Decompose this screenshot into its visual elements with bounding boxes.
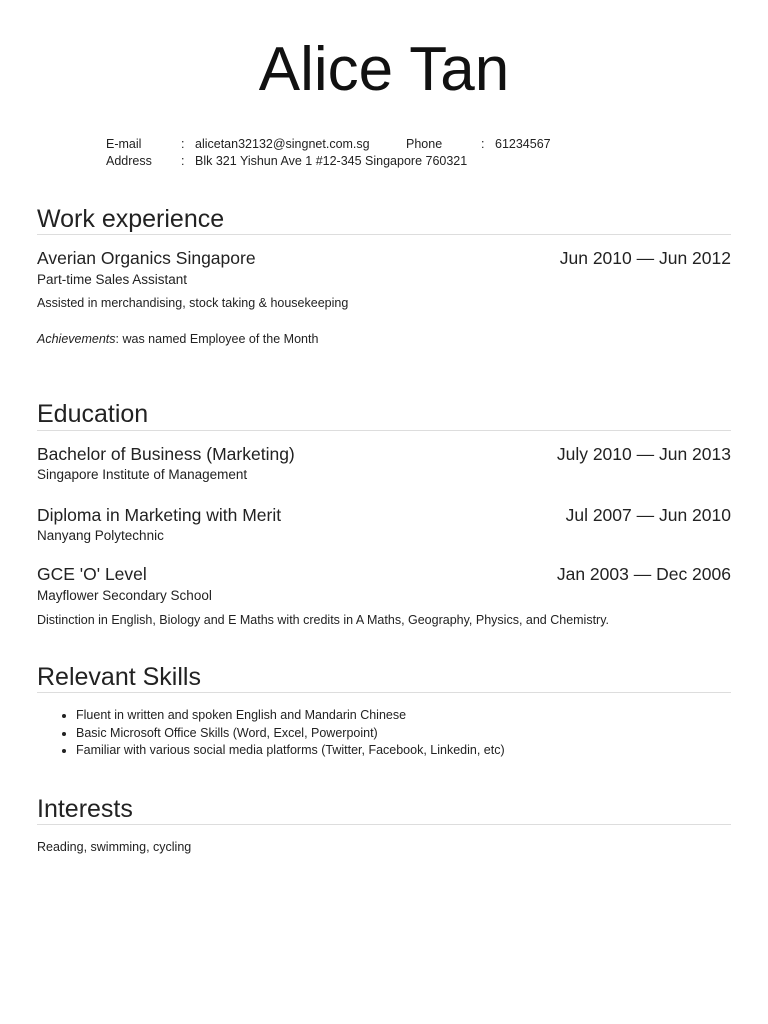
section-divider	[37, 234, 731, 235]
section-title-education: Education	[37, 400, 149, 428]
work-entry-title: Averian Organics Singapore	[37, 248, 256, 268]
section-title-interests: Interests	[37, 795, 133, 823]
skills-list	[37, 707, 505, 760]
work-entry-dates: Jun 2010 — Jun 2012	[559, 248, 731, 268]
education-entry-institution: Singapore Institute of Management	[37, 467, 248, 482]
phone-label: Phone	[406, 137, 443, 151]
education-entry-title: Bachelor of Business (Marketing)	[37, 444, 295, 464]
education-entry-title: Diploma in Marketing with Merit	[37, 505, 282, 525]
education-entry-institution: Nanyang Polytechnic	[37, 528, 164, 543]
work-entry-description: Assisted in merchandising, stock taking & housekeeping	[37, 296, 349, 310]
education-entry-title: GCE 'O' Level	[37, 564, 147, 584]
work-entry-achievements	[37, 331, 318, 347]
education-entry-institution: Mayflower Secondary School	[37, 588, 212, 603]
section-title-skills: Relevant Skills	[37, 663, 201, 691]
email-value[interactable]: alicetan32132@singnet.com.sg	[195, 137, 370, 151]
skills-list-item: • Familiar with various social media platforms (Twitter, Facebook, Linkedin, etc)	[76, 742, 505, 760]
achievements-label: Achievements	[37, 332, 116, 346]
section-title-work: Work experience	[37, 205, 225, 233]
section-divider	[37, 692, 731, 693]
skills-list-item: • Fluent in written and spoken English and Mandarin Chinese	[76, 707, 505, 725]
phone-value: 61234567	[495, 137, 551, 151]
section-divider	[37, 824, 731, 825]
work-entry-role: Part-time Sales Assistant	[37, 272, 188, 287]
resume-name: Alice Tan	[258, 35, 510, 104]
section-divider	[37, 430, 731, 431]
skills-list-item: • Basic Microsoft Office Skills (Word, Excel, Powerpoint)	[76, 725, 505, 743]
email-label: E-mail	[106, 137, 142, 151]
education-entry-note: Distinction in English, Biology and E Maths with credits in A Maths, Geography, Physics, and Chemistry.	[37, 613, 610, 627]
address-value: Blk 321 Yishun Ave 1 #12-345 Singapore 760321	[195, 154, 468, 168]
address-separator: :	[181, 154, 185, 168]
interests-text: Reading, swimming, cycling	[37, 840, 192, 854]
education-entry-dates: July 2010 — Jun 2013	[556, 444, 731, 464]
address-label: Address	[106, 154, 152, 168]
education-entry-dates: Jul 2007 — Jun 2010	[565, 505, 731, 525]
achievements-text: : was named Employee of the Month	[115, 332, 319, 346]
education-entry-dates: Jan 2003 — Dec 2006	[556, 564, 731, 584]
phone-separator: :	[481, 137, 485, 151]
email-separator: :	[181, 137, 185, 151]
